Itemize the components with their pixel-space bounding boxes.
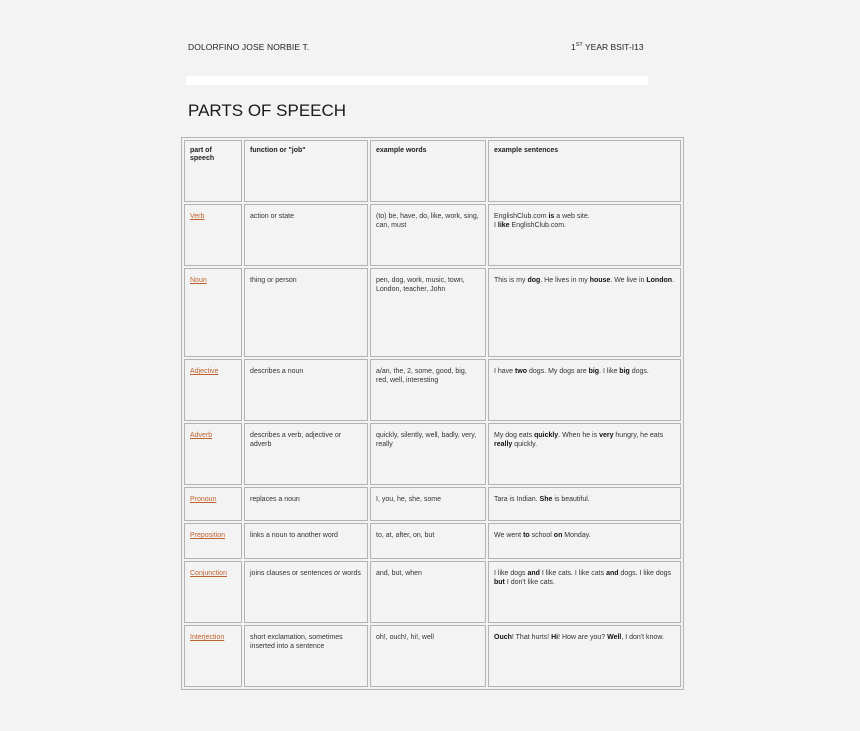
sentence-text: dogs. I like dogs <box>618 570 672 577</box>
sentence-text: dogs. My dogs are <box>527 368 589 375</box>
sentence-line <box>494 368 675 377</box>
example-words-cell: to, at, after, on, but <box>370 523 486 559</box>
table-row <box>184 268 681 357</box>
function-cell: joins clauses or sentences or words <box>244 561 368 623</box>
part-of-speech-link[interactable]: Adjective <box>190 368 219 375</box>
function-cell: describes a noun <box>244 359 368 421</box>
example-sentences-cell <box>488 523 681 559</box>
highlighted-word: house <box>589 277 611 284</box>
year-superscript: ST <box>575 42 583 48</box>
header-divider <box>186 76 648 85</box>
part-cell <box>184 625 242 687</box>
example-words-cell: pen, dog, work, music, town, London, teacher, John <box>370 268 486 357</box>
sentence-line <box>494 570 675 587</box>
highlighted-word: is <box>548 213 555 220</box>
example-words-cell: and, but, when <box>370 561 486 623</box>
column-header-examples: example words <box>370 140 486 202</box>
highlighted-word: Well <box>607 634 622 641</box>
highlighted-word: to <box>523 532 530 539</box>
highlighted-word: big <box>619 368 630 375</box>
example-words-cell: I, you, he, she, some <box>370 487 486 521</box>
sentence-text: Tara is Indian. <box>494 496 540 503</box>
sentence-line <box>494 532 675 541</box>
highlighted-word: and <box>527 570 540 577</box>
highlighted-word: She <box>539 496 553 503</box>
column-header-function: function or "job" <box>244 140 368 202</box>
sentence-text: I like cats. I like cats <box>539 570 607 577</box>
function-cell: thing or person <box>244 268 368 357</box>
sentence-text: I like dogs <box>494 570 528 577</box>
sentence-text: quickly. <box>512 440 538 448</box>
sentence-text: is beautiful. <box>552 496 590 503</box>
sentence-line <box>494 213 675 222</box>
sentence-text: Monday. <box>562 532 591 539</box>
table-row <box>184 625 681 687</box>
highlighted-word: quickly <box>534 432 559 439</box>
highlighted-word: really <box>494 440 513 448</box>
sentence-text: We went <box>494 532 524 539</box>
example-words-cell: a/an, the, 2, some, good, big, red, well, interesting <box>370 359 486 421</box>
table-row <box>184 561 681 623</box>
highlighted-word: Hi <box>551 634 559 641</box>
function-cell: short exclamation, sometimes inserted into a sentence <box>244 625 368 687</box>
course-year <box>571 42 644 52</box>
part-cell <box>184 359 242 421</box>
highlighted-word: big <box>588 368 600 375</box>
page-title: PARTS OF SPEECH <box>188 101 347 120</box>
sentence-text: This is my <box>494 277 528 284</box>
part-of-speech-link[interactable]: Pronoun <box>190 496 217 503</box>
sentence-text: school <box>529 532 554 539</box>
column-header-sentences: example sentences <box>488 140 681 202</box>
highlighted-word: Ouch <box>494 634 512 641</box>
highlighted-word: like <box>497 221 510 229</box>
sentence-text: , I don't know. <box>621 634 664 641</box>
highlighted-word: very <box>599 432 614 439</box>
sentence-text: . When he is <box>558 432 600 439</box>
example-sentences-cell <box>488 625 681 687</box>
example-words-cell: (to) be, have, do, like, work, sing, can, must <box>370 204 486 266</box>
part-cell <box>184 423 242 485</box>
highlighted-word: two <box>515 368 528 375</box>
sentence-text: ! That hurts! <box>511 634 552 641</box>
sentence-line <box>494 222 675 231</box>
table-row <box>184 423 681 485</box>
function-cell: action or state <box>244 204 368 266</box>
highlighted-word: and <box>606 570 619 577</box>
author-name: DOLORFINO JOSE NORBIE T. <box>188 42 310 52</box>
part-of-speech-link[interactable]: Conjunction <box>190 570 227 577</box>
sentence-text: ! How are you? <box>558 634 608 641</box>
highlighted-word: London <box>646 277 673 284</box>
parts-of-speech-table <box>181 137 684 690</box>
sentence-line <box>494 496 675 505</box>
part-cell <box>184 268 242 357</box>
example-sentences-cell <box>488 561 681 623</box>
part-cell <box>184 523 242 559</box>
part-cell <box>184 487 242 521</box>
sentence-line <box>494 432 675 449</box>
part-of-speech-link[interactable]: Noun <box>190 277 207 284</box>
example-sentences-cell <box>488 487 681 521</box>
example-words-cell: oh!, ouch!, hi!, well <box>370 625 486 687</box>
sentence-text: I have <box>494 368 516 375</box>
sentence-line <box>494 277 675 286</box>
part-of-speech-link[interactable]: Interjection <box>190 634 225 641</box>
part-of-speech-link[interactable]: Preposition <box>190 532 226 539</box>
part-of-speech-link[interactable]: Adverb <box>190 432 213 439</box>
example-sentences-cell <box>488 268 681 357</box>
sentence-text: hungry, he eats <box>613 432 664 439</box>
part-cell <box>184 561 242 623</box>
sentence-text: . I like <box>599 368 620 375</box>
part-cell <box>184 204 242 266</box>
table-body <box>184 204 681 687</box>
example-sentences-cell <box>488 359 681 421</box>
highlighted-word: dog <box>527 277 541 284</box>
table-row <box>184 523 681 559</box>
example-words-cell: quickly, silently, well, badly, very, really <box>370 423 486 485</box>
sentence-text: My dog eats <box>494 432 535 439</box>
sentence-text: . We live in <box>610 277 647 284</box>
example-sentences-cell <box>488 423 681 485</box>
function-cell: replaces a noun <box>244 487 368 521</box>
table-row <box>184 359 681 421</box>
part-of-speech-link[interactable]: Verb <box>190 213 205 220</box>
sentence-text: dogs. <box>629 368 649 375</box>
highlighted-word: but <box>494 578 505 586</box>
highlighted-word: on <box>553 532 563 539</box>
column-header-part: part of speech <box>184 140 242 202</box>
sentence-text: EnglishClub.com <box>494 213 549 220</box>
table-header-row <box>184 140 681 202</box>
example-sentences-cell <box>488 204 681 266</box>
sentence-text: a web site. <box>554 213 590 220</box>
sentence-text: I <box>494 221 498 229</box>
sentence-line <box>494 634 675 643</box>
sentence-text: EnglishClub.com. <box>509 221 566 229</box>
sentence-text: I don't like cats. <box>504 578 555 586</box>
sentence-text: . <box>672 277 674 284</box>
table-row <box>184 204 681 266</box>
year-number: 1 <box>571 42 576 52</box>
table-row <box>184 487 681 521</box>
year-course: YEAR BSIT-I13 <box>582 42 644 52</box>
sentence-text: . He lives in my <box>540 277 590 284</box>
function-cell: describes a verb, adjective or adverb <box>244 423 368 485</box>
function-cell: links a noun to another word <box>244 523 368 559</box>
